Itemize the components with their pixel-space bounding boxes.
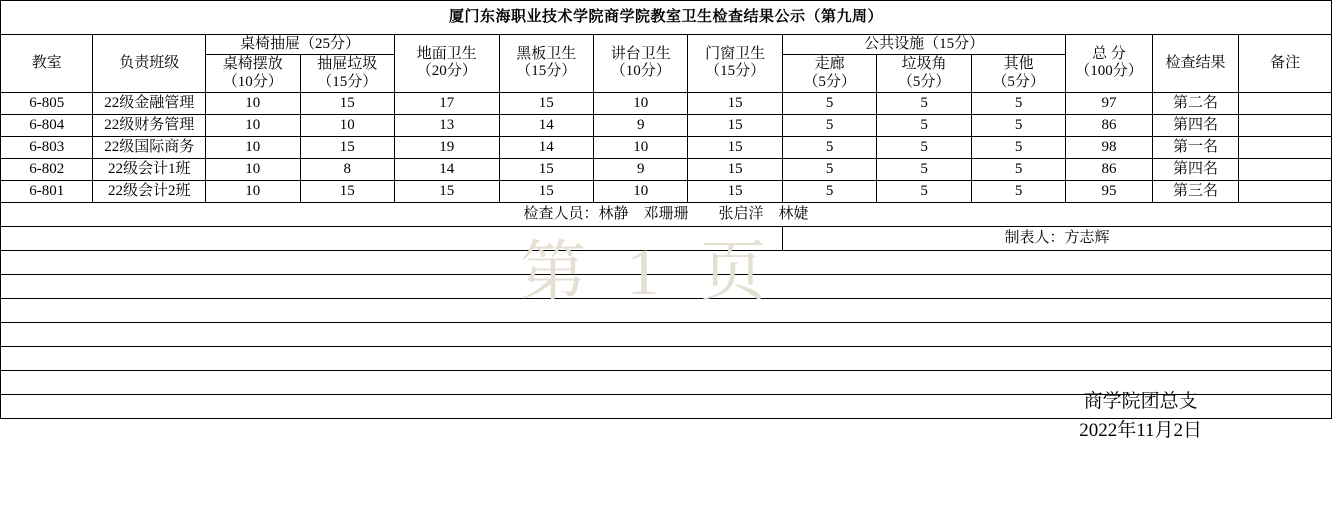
blank-cell xyxy=(1,250,1332,274)
cell-result: 第二名 xyxy=(1152,92,1238,114)
header-result: 检查结果 xyxy=(1152,35,1238,93)
header-desk-placement: 桌椅摆放 （10分） xyxy=(206,55,300,93)
cell-blackboard: 14 xyxy=(499,136,593,158)
cell-door-window: 15 xyxy=(688,158,782,180)
cell-trash-corner: 5 xyxy=(877,180,971,202)
cell-floor: 14 xyxy=(394,158,499,180)
table-row xyxy=(1,114,1332,136)
maker-row xyxy=(1,226,1332,250)
maker-spacer xyxy=(1,226,783,250)
cell-blackboard: 15 xyxy=(499,158,593,180)
header-other: 其他 （5分） xyxy=(971,55,1065,93)
maker-text: 制表人：方志辉 xyxy=(782,226,1331,250)
cell-remark xyxy=(1239,158,1332,180)
cell-floor: 15 xyxy=(394,180,499,202)
table-row xyxy=(1,180,1332,202)
cell-classroom: 6-803 xyxy=(1,136,93,158)
cell-drawer-trash: 8 xyxy=(300,158,394,180)
cell-other: 5 xyxy=(971,180,1065,202)
header-desk-drawer-group: 桌椅抽屉（25分） xyxy=(206,35,395,55)
cell-remark xyxy=(1239,180,1332,202)
cell-drawer-trash: 15 xyxy=(300,180,394,202)
blank-row xyxy=(1,250,1332,274)
cell-corridor: 5 xyxy=(782,114,876,136)
cell-podium: 10 xyxy=(593,180,687,202)
page-title: 厦门东海职业技术学院商学院教室卫生检查结果公示（第九周） xyxy=(1,1,1332,35)
blank-cell xyxy=(1,274,1332,298)
cell-class-in-charge: 22级财务管理 xyxy=(93,114,206,136)
cell-class-in-charge: 22级会计1班 xyxy=(93,158,206,180)
cell-other: 5 xyxy=(971,114,1065,136)
cell-floor: 13 xyxy=(394,114,499,136)
header-trash-corner: 垃圾角 （5分） xyxy=(877,55,971,93)
signature-org: 商学院团总支 xyxy=(1083,391,1198,412)
cell-result: 第四名 xyxy=(1152,114,1238,136)
cell-class-in-charge: 22级会计2班 xyxy=(93,180,206,202)
header-blackboard: 黑板卫生 （15分） xyxy=(499,35,593,93)
cell-total: 97 xyxy=(1066,92,1152,114)
cell-door-window: 15 xyxy=(688,136,782,158)
cell-door-window: 15 xyxy=(688,180,782,202)
header-door-window: 门窗卫生 （15分） xyxy=(688,35,782,93)
header-corridor: 走廊 （5分） xyxy=(782,55,876,93)
cell-total: 86 xyxy=(1066,114,1152,136)
blank-row xyxy=(1,322,1332,346)
cell-other: 5 xyxy=(971,158,1065,180)
cell-drawer-trash: 10 xyxy=(300,114,394,136)
cell-corridor: 5 xyxy=(782,180,876,202)
cell-podium: 9 xyxy=(593,114,687,136)
table-row xyxy=(1,158,1332,180)
blank-cell xyxy=(1,394,1332,418)
cell-blackboard: 14 xyxy=(499,114,593,136)
cell-trash-corner: 5 xyxy=(877,92,971,114)
blank-cell xyxy=(1,346,1332,370)
blank-cell xyxy=(1,370,1332,394)
page-watermark: 第 1 页 xyxy=(520,236,778,309)
cell-total: 98 xyxy=(1066,136,1152,158)
header-floor: 地面卫生 （20分） xyxy=(394,35,499,93)
cell-classroom: 6-802 xyxy=(1,158,93,180)
cell-corridor: 5 xyxy=(782,158,876,180)
header-total: 总 分 （100分） xyxy=(1066,35,1152,93)
signature-date: 2022年11月2日 xyxy=(1079,419,1202,441)
cell-corridor: 5 xyxy=(782,136,876,158)
cell-podium: 9 xyxy=(593,158,687,180)
title-row xyxy=(1,1,1332,35)
cell-classroom: 6-804 xyxy=(1,114,93,136)
cell-blackboard: 15 xyxy=(499,92,593,114)
cell-class-in-charge: 22级金融管理 xyxy=(93,92,206,114)
blank-row xyxy=(1,346,1332,370)
cell-result: 第三名 xyxy=(1152,180,1238,202)
cell-desk-placement: 10 xyxy=(206,180,300,202)
cell-remark xyxy=(1239,92,1332,114)
blank-cell xyxy=(1,298,1332,322)
cell-drawer-trash: 15 xyxy=(300,136,394,158)
cell-total: 86 xyxy=(1066,158,1152,180)
header-public-facilities-group: 公共设施（15分） xyxy=(782,35,1065,55)
table-row xyxy=(1,136,1332,158)
header-row-1 xyxy=(1,35,1332,55)
cell-floor: 17 xyxy=(394,92,499,114)
cell-other: 5 xyxy=(971,136,1065,158)
cell-other: 5 xyxy=(971,92,1065,114)
cell-desk-placement: 10 xyxy=(206,136,300,158)
cell-trash-corner: 5 xyxy=(877,158,971,180)
cell-remark xyxy=(1239,114,1332,136)
cell-remark xyxy=(1239,136,1332,158)
cell-desk-placement: 10 xyxy=(206,114,300,136)
cell-floor: 19 xyxy=(394,136,499,158)
header-podium: 讲台卫生 （10分） xyxy=(593,35,687,93)
cell-corridor: 5 xyxy=(782,92,876,114)
blank-row xyxy=(1,274,1332,298)
cell-podium: 10 xyxy=(593,136,687,158)
blank-row xyxy=(1,370,1332,394)
cell-result: 第四名 xyxy=(1152,158,1238,180)
cell-trash-corner: 5 xyxy=(877,114,971,136)
cell-desk-placement: 10 xyxy=(206,158,300,180)
inspectors-text: 检查人员：林静 邓珊珊 张启洋 林婕 xyxy=(1,202,1332,226)
cell-class-in-charge: 22级国际商务 xyxy=(93,136,206,158)
blank-row xyxy=(1,298,1332,322)
cell-classroom: 6-801 xyxy=(1,180,93,202)
cell-desk-placement: 10 xyxy=(206,92,300,114)
cell-drawer-trash: 15 xyxy=(300,92,394,114)
cell-result: 第一名 xyxy=(1152,136,1238,158)
inspectors-row xyxy=(1,202,1332,226)
blank-row xyxy=(1,394,1332,418)
blank-cell xyxy=(1,322,1332,346)
cell-podium: 10 xyxy=(593,92,687,114)
cell-door-window: 15 xyxy=(688,92,782,114)
header-drawer-trash: 抽屉垃圾 （15分） xyxy=(300,55,394,93)
cell-door-window: 15 xyxy=(688,114,782,136)
header-classroom: 教室 xyxy=(1,35,93,93)
cell-classroom: 6-805 xyxy=(1,92,93,114)
cell-trash-corner: 5 xyxy=(877,136,971,158)
table-row xyxy=(1,92,1332,114)
header-remark: 备注 xyxy=(1239,35,1332,93)
cell-blackboard: 15 xyxy=(499,180,593,202)
header-class-in-charge: 负责班级 xyxy=(93,35,206,93)
cell-total: 95 xyxy=(1066,180,1152,202)
